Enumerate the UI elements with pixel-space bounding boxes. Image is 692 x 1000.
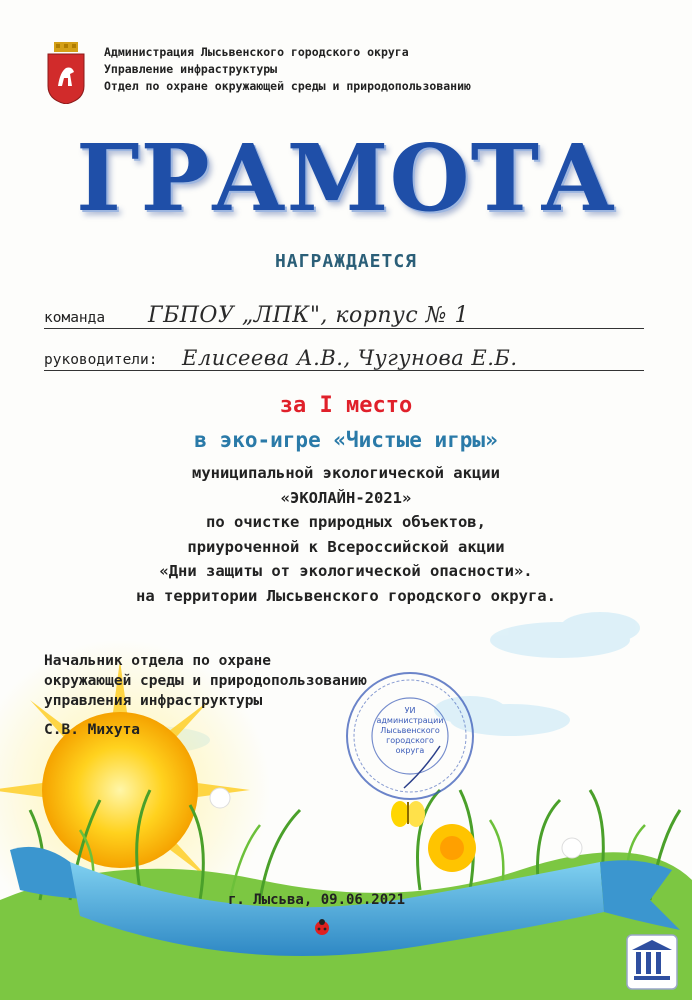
signatory-name: С.В. Михута [44, 722, 141, 738]
place-and-date: г. Лысьва, 09.06.2021 [228, 892, 406, 908]
stamp-line: администрации [376, 716, 444, 725]
stamp-line: городского [386, 736, 434, 745]
awarded-heading: НАГРАЖДАЕТСЯ [274, 251, 418, 272]
description-line: муниципальной экологической акции [192, 464, 500, 482]
coat-of-arms-icon [46, 42, 86, 104]
description-line: на территории Лысьвенского городского округа. [136, 586, 556, 605]
team-field [44, 300, 644, 329]
description-line: по очистке природных объектов, [206, 513, 486, 531]
position-line: окружающей среды и природопользованию [44, 673, 368, 689]
award-description [0, 461, 692, 608]
game-line: в эко-игре «Чистые игры» [194, 428, 498, 452]
leaders-label: руководители: [44, 352, 158, 368]
team-value: ГБПОУ „ЛПК", корпус № 1 [148, 303, 469, 328]
college-logo-icon [626, 934, 678, 990]
issuer-line: Управление инфраструктуры [104, 62, 278, 76]
stamp-line: округа [395, 746, 425, 755]
stamp-line: УИ [404, 706, 416, 715]
signatory-position [44, 651, 367, 711]
certificate-title: ГРАМОТА [76, 124, 616, 232]
leaders-value: Елисеева А.В., Чугунова Е.Б. [182, 346, 518, 370]
issuer-line: Отдел по охране окружающей среды и природопользованию [104, 79, 471, 93]
stamp-line: Лысьвенского [380, 726, 440, 735]
leaders-field [44, 342, 644, 371]
team-label: команда [44, 310, 106, 326]
position-line: Начальник отдела по охране [44, 653, 271, 669]
description-line: «ЭКОЛАЙН-2021» [280, 488, 412, 507]
description-line: приуроченной к Всероссийской акции [187, 537, 505, 556]
issuer-line: Администрация Лысьвенского городского округа [104, 45, 409, 59]
position-line: управления инфраструктуры [44, 693, 263, 709]
place-line: за I место [279, 393, 413, 418]
description-line: «Дни защиты от экологической опасности». [159, 562, 533, 580]
issuer-header [104, 44, 471, 95]
stamp-text [372, 706, 448, 756]
